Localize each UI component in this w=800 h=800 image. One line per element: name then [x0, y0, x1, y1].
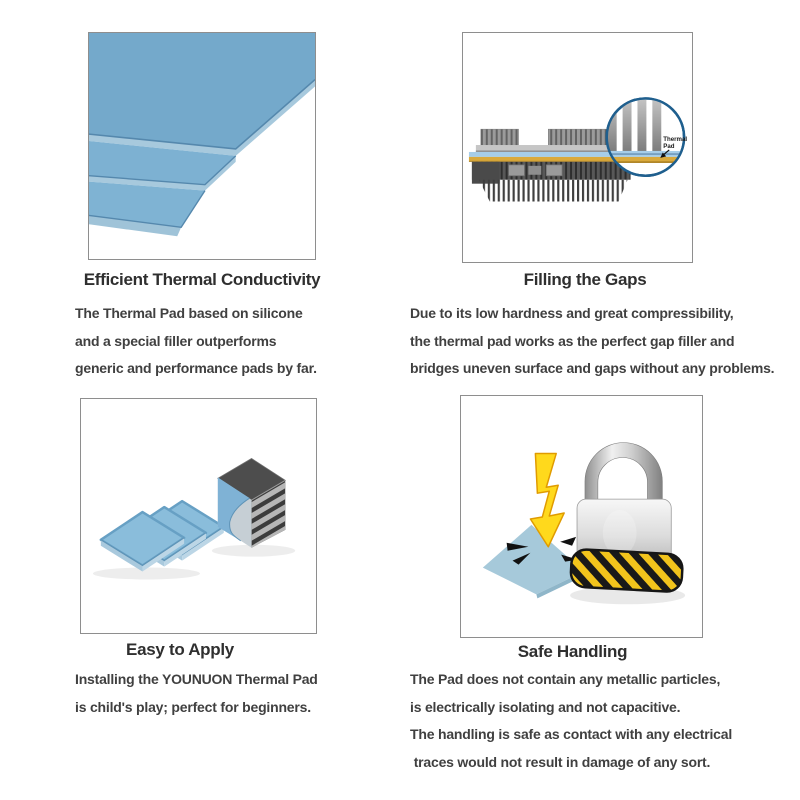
body-line: The Thermal Pad based on silicone	[75, 305, 303, 321]
section-body-safe-handling	[410, 666, 732, 776]
body-line: The handling is safe as contact with any electrical	[410, 726, 733, 742]
heatsink-cross-section-image	[462, 32, 693, 263]
section-title-safe-handling: Safe Handling	[517, 642, 628, 661]
body-line: traces would not result in damage of any sort.	[410, 753, 711, 770]
section-title-easy-to-apply: Easy to Apply	[126, 640, 234, 659]
body-line: is child's play; perfect for beginners.	[75, 698, 311, 715]
padlock-shackle	[585, 443, 662, 503]
section-title-filling-the-gaps: Filling the Gaps	[523, 270, 647, 289]
section-body-easy-to-apply	[75, 666, 318, 721]
section-title-efficient-thermal-conductivity: Efficient Thermal Conductivity	[83, 270, 321, 289]
padlock-safety-image	[460, 395, 703, 638]
thermal-pad-sheets-illustration	[89, 33, 315, 259]
section-body-efficient-thermal-conductivity	[75, 300, 317, 383]
section-body-filling-the-gaps	[410, 300, 774, 383]
body-line: bridges uneven surface and gaps without any problems.	[410, 360, 775, 376]
thermal-pad-callout-line1: Thermal	[663, 136, 688, 144]
body-line: is electrically isolating and not capacitive.	[410, 698, 681, 715]
body-line: Due to its low hardness and great compressibility,	[410, 305, 734, 321]
thermal-pad-callout-line2: Pad	[663, 142, 675, 150]
thermal-pad-sheets-image	[88, 32, 316, 260]
body-line: The Pad does not contain any metallic particles,	[410, 671, 721, 687]
heatsink-cross-section-illustration	[463, 33, 692, 262]
padlock-safety-illustration	[461, 396, 702, 637]
pads-and-heatsink-illustration	[81, 399, 316, 633]
pads-and-heatsink-image	[80, 398, 317, 634]
body-line: Installing the YOUNUON Thermal Pad	[75, 671, 318, 687]
body-line: the thermal pad works as the perfect gap filler and	[410, 332, 735, 349]
body-line: and a special filler outperforms	[75, 332, 277, 349]
hazard-stripe-band	[570, 549, 683, 592]
body-line: generic and performance pads by far.	[75, 360, 317, 376]
